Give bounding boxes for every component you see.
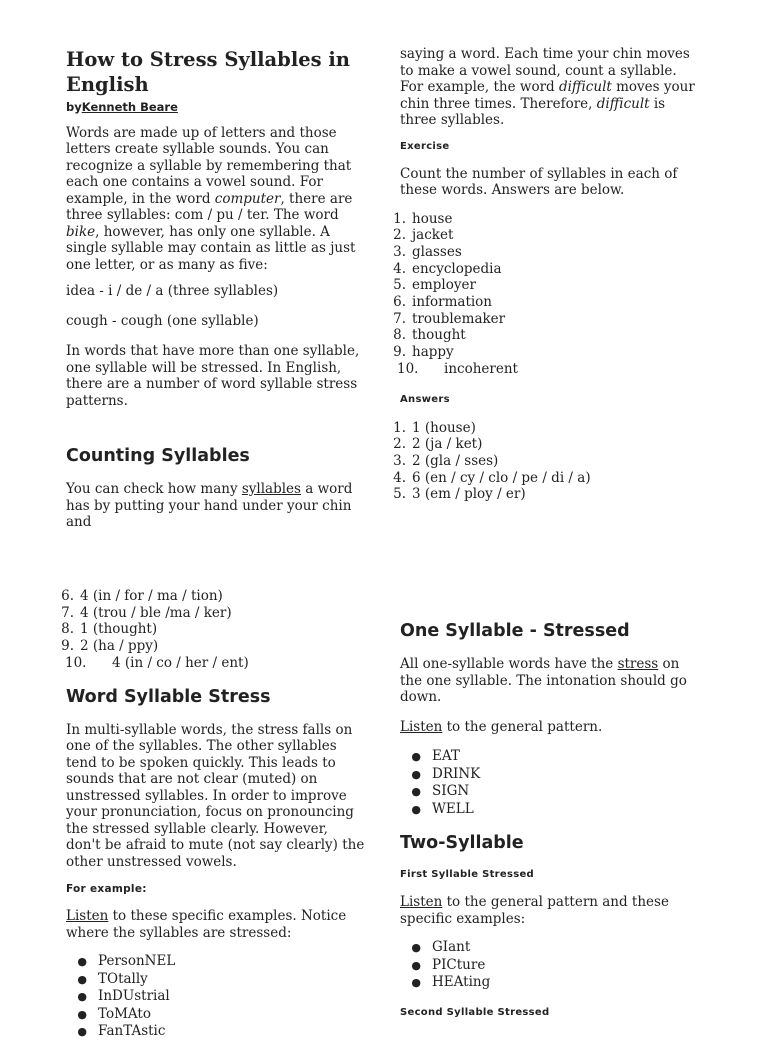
right-column-top — [393, 46, 700, 503]
list-item: 4. 6 (en / cy / clo / pe / di / a) — [393, 469, 591, 486]
two-syllable-examples — [400, 939, 700, 992]
exercise-heading: Exercise — [400, 140, 450, 152]
list-item: 9. 2 (ha / ppy) — [61, 638, 159, 655]
answers-list-a — [380, 420, 700, 504]
list-item: 7. troublemaker — [393, 310, 506, 327]
one-syllable-heading: One Syllable - Stressed — [400, 621, 630, 641]
list-item: 5. 3 (em / ploy / er) — [393, 486, 526, 503]
left-column-top — [66, 47, 366, 541]
example-cough: cough - cough (one syllable) — [66, 312, 259, 329]
list-item: ● PersonNEL — [77, 953, 176, 970]
list-item: ● InDUstrial — [77, 988, 170, 1005]
intro-paragraph-2: In words that have more than one syllable, one syllable will be stressed. In English, there are a number of word syllable stress patterns. — [66, 343, 360, 409]
list-item: 8. 1 (thought) — [61, 621, 158, 638]
list-item: 1. house — [393, 210, 453, 227]
first-syllable-stressed-heading: First Syllable Stressed — [400, 869, 535, 880]
answers-heading: Answers — [400, 393, 450, 405]
one-syllable-paragraph: All one-syllable words have the stress on the one syllable. The intonation should go down. — [400, 656, 687, 705]
listen-paragraph: Listen to these specific examples. Notice where the syllables are stressed: — [66, 908, 347, 941]
list-item: 3. 2 (gla / sses) — [393, 452, 499, 469]
list-item: 10. 4 (in / co / her / ent) — [65, 654, 249, 671]
list-item: ● GIant — [411, 939, 471, 955]
list-item: ● FanTAstic — [77, 1023, 166, 1040]
example-idea: idea - i / de / a (three syllables) — [66, 283, 279, 299]
listen-paragraph: Listen to the general pattern and these specific examples: — [400, 894, 669, 927]
byline — [66, 99, 366, 116]
for-example-heading: For example: — [66, 883, 147, 896]
exercise-list — [380, 211, 700, 378]
list-item: 10. incoherent — [397, 360, 518, 377]
list-item: 2. jacket — [393, 227, 454, 244]
list-item: 6. information — [393, 294, 493, 311]
one-syllable-examples — [400, 748, 700, 818]
stress-examples-list — [66, 953, 366, 1041]
list-item: 9. happy — [393, 344, 454, 361]
list-item: 3. glasses — [393, 243, 462, 260]
list-item: ● EAT — [411, 748, 460, 764]
listen-paragraph: Listen to the general pattern. — [400, 718, 603, 735]
intro-paragraph: Words are made up of letters and those letters create syllable sounds. You can recognize a syllable by remembering that each one contains a vowel sound. For example, in the word computer, there are three syllables: com / pu / ter. The word bike, however, has only one syllable. A single syllable may contain as little as just one letter, or as many as five: — [66, 124, 356, 273]
listen-link[interactable]: Listen — [400, 894, 443, 910]
list-item: ● ToMAto — [77, 1005, 151, 1022]
exercise-instructions: Count the number of syllables in each of these words. Answers are below. — [400, 165, 678, 198]
left-column-bottom — [61, 588, 366, 1041]
counting-paragraph-cont: saying a word. Each time your chin moves to make a vowel sound, count a syllable. For example, the word difficult moves your chin three times. Therefore, difficult is three syllables. — [400, 46, 695, 128]
page-title: How to Stress Syllables in English — [66, 48, 350, 96]
answers-list-b — [48, 588, 366, 672]
right-column-bottom — [400, 620, 700, 1020]
list-item: 8. thought — [393, 327, 466, 344]
list-item: ● TOtally — [77, 970, 148, 987]
syllables-link[interactable]: syllables — [241, 481, 301, 497]
list-item: 4. encyclopedia — [393, 260, 502, 277]
list-item: 2. 2 (ja / ket) — [393, 436, 483, 453]
list-item: ● SIGN — [411, 783, 470, 799]
list-item: ● DRINK — [411, 765, 481, 782]
stress-link[interactable]: stress — [617, 656, 659, 672]
counting-syllables-heading: Counting Syllables — [66, 446, 250, 466]
counting-paragraph: You can check how many syllables a word has by putting your hand under your chin and — [66, 481, 353, 530]
word-stress-paragraph: In multi-syllable words, the stress falls on one of the syllables. The other syllables tend to be spoken quickly. This leads to sounds that are not clear (muted) on unstressed syllables. In order to improve your pronunciation, focus on pronouncing the stressed syllable clearly. However, don't be afraid to mute (not say clearly) the other unstressed vowels. — [66, 721, 365, 870]
list-item: 7. 4 (trou / ble /ma / ker) — [61, 604, 232, 621]
list-item: 6. 4 (in / for / ma / tion) — [61, 588, 223, 604]
author-link[interactable]: Kenneth Beare — [81, 100, 178, 114]
listen-link[interactable]: Listen — [400, 718, 443, 735]
second-syllable-stressed-heading: Second Syllable Stressed — [400, 1006, 550, 1018]
list-item: 1. 1 (house) — [393, 419, 476, 436]
byline-prefix: by — [66, 100, 82, 114]
two-syllable-heading: Two-Syllable — [400, 833, 524, 853]
list-item: ● PICture — [411, 956, 486, 973]
listen-link[interactable]: Listen — [66, 908, 109, 925]
list-item: 5. employer — [393, 277, 476, 294]
list-item: ● HEAting — [411, 974, 491, 990]
word-stress-heading: Word Syllable Stress — [66, 686, 271, 707]
list-item: ● WELL — [411, 800, 474, 817]
